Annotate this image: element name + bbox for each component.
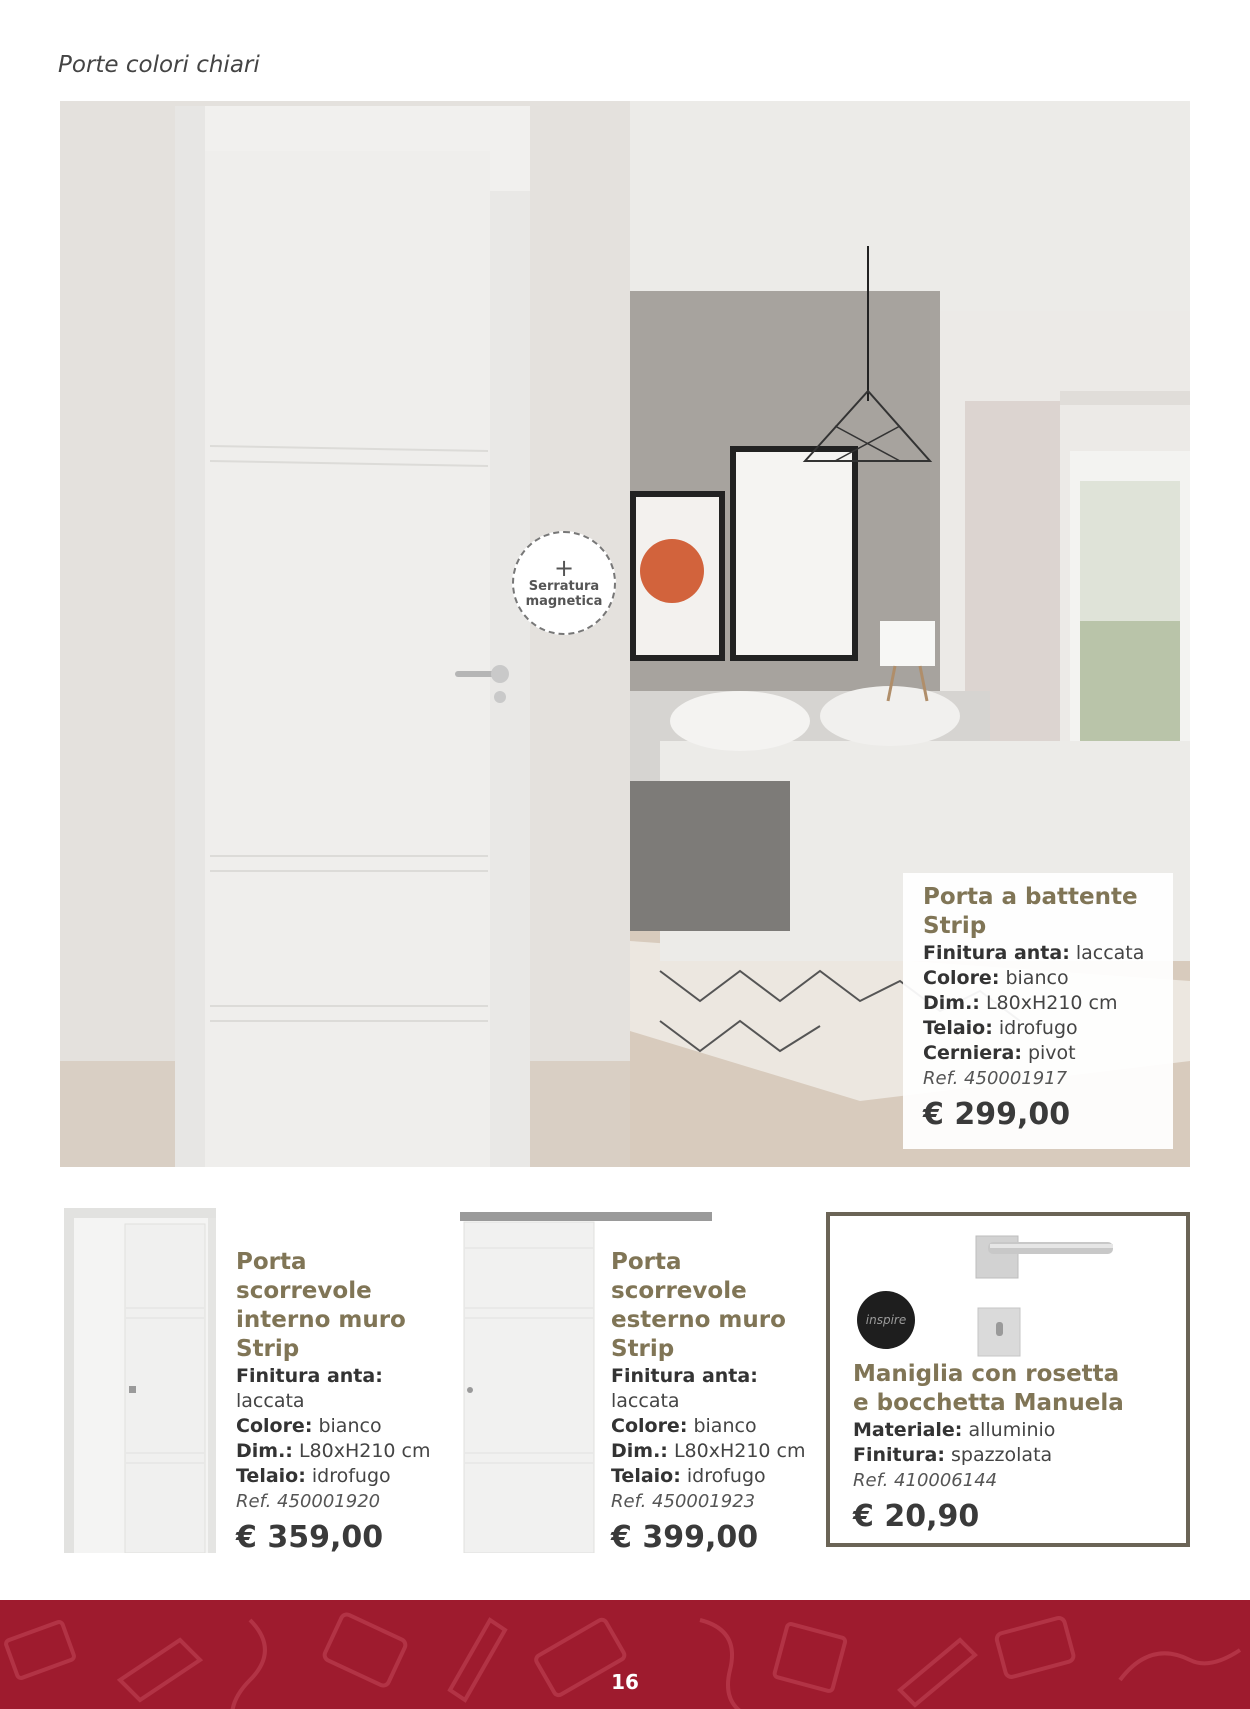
product-price: € 299,00 bbox=[923, 1097, 1071, 1132]
section-title: Porte colori chiari bbox=[58, 52, 260, 78]
handle-image bbox=[968, 1230, 1113, 1360]
product-title-line1: Porta a battente bbox=[923, 884, 1138, 910]
hero-product-card bbox=[903, 873, 1173, 1149]
product-ref: Ref. 450001917 bbox=[923, 1068, 1068, 1089]
product-price: € 399,00 bbox=[611, 1520, 759, 1555]
handle-product-card: Maniglia con rosetta e bocchetta Manuela Materiale: alluminio Finitura: spazzolata Ref. 410006144 € 20,90 bbox=[853, 1360, 1183, 1537]
badge-line2: magnetica bbox=[525, 594, 603, 609]
spec-row: Finitura anta: laccata bbox=[923, 942, 1145, 964]
magnetic-lock-badge bbox=[512, 531, 616, 635]
product-title-line2: Strip bbox=[923, 913, 987, 939]
spec-row: Telaio: idrofugo bbox=[923, 1017, 1078, 1039]
spec-row: Colore: bianco bbox=[923, 967, 1069, 989]
badge-line1: Serratura bbox=[528, 579, 600, 594]
page-number: 16 bbox=[611, 1670, 639, 1694]
product-price: € 359,00 bbox=[236, 1520, 384, 1555]
product-price: € 20,90 bbox=[853, 1499, 980, 1534]
product-card-outside-wall: Porta scorrevole esterno muro Strip Finitura anta: laccata Colore: bianco Dim.: L80xH210 cm Telaio: idrofugo Ref. 450001923 € 399,00 bbox=[611, 1248, 826, 1558]
plus-icon: + bbox=[553, 554, 575, 582]
sliding-door-inside-wall-image bbox=[60, 1208, 220, 1553]
spec-row: Cerniera: pivot bbox=[923, 1042, 1076, 1064]
inspire-brand-logo: inspire bbox=[857, 1291, 915, 1349]
spec-row: Dim.: L80xH210 cm bbox=[923, 992, 1118, 1014]
product-card-inside-wall: Porta scorrevole interno muro Strip Finitura anta: laccata Colore: bianco Dim.: L80xH210 cm Telaio: idrofugo Ref. 450001920 € 359,00 bbox=[236, 1248, 451, 1558]
